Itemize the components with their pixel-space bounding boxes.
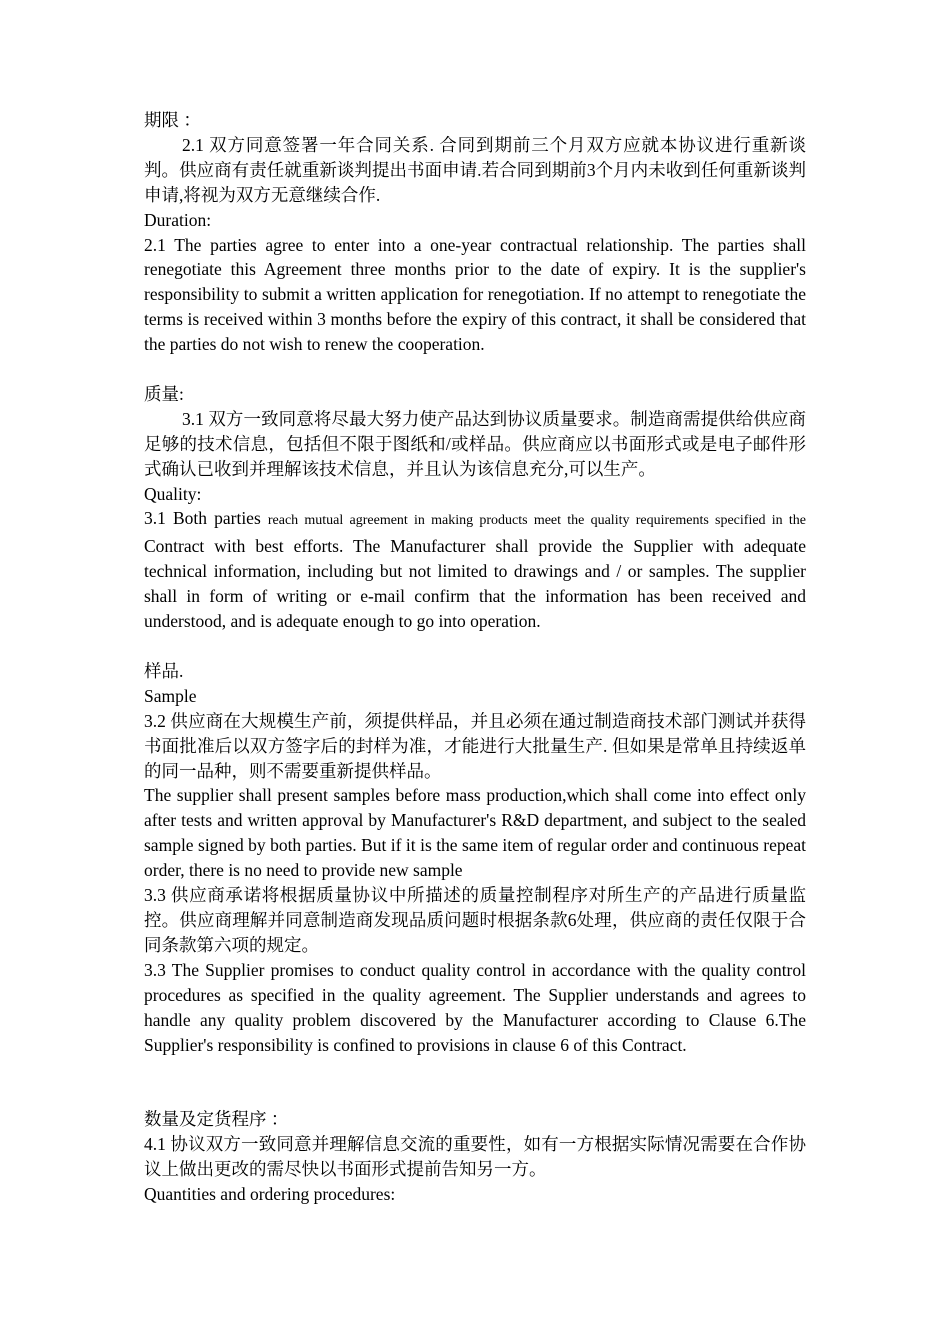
sample-en-heading: Sample xyxy=(144,685,197,706)
clause-3-1-en-part-c: Contract with best efforts. The Manufacturer shall provide the Supplier with adequate technical information, including but not limited to drawings and / or samples. The supplier shall in form of writing or e-mail confirm that the information has been received and understood, and is adequate enough to go into operation. xyxy=(144,536,806,632)
clause-2-1-cn: 2.1 双方同意签署一年合同关系. 合同到期前三个月双方应就本协议进行重新谈判。供应商有责任就重新谈判提出书面申请.若合同到期前3个月内未收到任何重新谈判申请,将视为双方无意继续合作. xyxy=(144,134,806,205)
clause-3-2-en: The supplier shall present samples before mass production,which shall come into effect only after tests and written approval by Manufacturer's R&D department, and subject to the sealed sample signed by both parties. But if it is the same item of regular order and continuous repeat order, there is no need to provide new sample xyxy=(144,785,806,881)
document-page xyxy=(144,108,806,1207)
clause-3-1-en xyxy=(144,506,806,634)
duration-en-heading: Duration: xyxy=(144,209,212,230)
quantities-cn-heading: 数量及定货程序 ： xyxy=(144,1109,289,1130)
sample-cn-heading: 样品. xyxy=(144,660,184,681)
quality-en-heading: Quality: xyxy=(144,483,202,504)
clause-4-1-cn: 4.1 协议双方一致同意并理解信息交流的重要性，如有一方根据实际情况需要在合作协议上做出更改的需尽快以书面形式提前告知另一方。 xyxy=(144,1134,806,1180)
clause-2-1-en: 2.1 The parties agree to enter into a one-year contractual relationship. The parties shall renegotiate this Agreement three months prior to the date of expiry. It is the supplier's responsibility to submit a written application for renegotiation. If no attempt to renegotiate the terms is received within 3 months before the expiry of this contract, it shall be considered that the parties do not wish to renew the cooperation. xyxy=(144,234,806,355)
clause-3-2-cn: 3.2 供应商在大规模生产前，须提供样品，并且必须在通过制造商技术部门测试并获得书面批准后以双方签字后的封样为准，才能进行大批量生产. 但如果是常单且持续返单的同一品种，则不需要重新提供样品。 xyxy=(144,710,806,781)
quantities-en-heading: Quantities and ordering procedures: xyxy=(144,1183,396,1204)
paragraph-spacer xyxy=(144,357,806,382)
paragraph-spacer xyxy=(144,1057,806,1107)
clause-3-1-cn: 3.1 双方一致同意将尽最大努力使产品达到协议质量要求。制造商需提供给供应商足够的技术信息，包括但不限于图纸和/或样品。供应商应以书面形式或是电子邮件形式确认已收到并理解该技术信息，并且认为该信息充分,可以生产。 xyxy=(144,408,806,479)
paragraph-spacer xyxy=(144,634,806,659)
clause-3-3-cn: 3.3 供应商承诺将根据质量协议中所描述的质量控制程序对所生产的产品进行质量监控。供应商理解并同意制造商发现品质问题时根据条款6处理，供应商的责任仅限于合同条款第六项的规定。 xyxy=(144,885,806,955)
quality-cn-heading: 质量: xyxy=(144,383,184,404)
clause-3-3-en: 3.3 The Supplier promises to conduct quality control in accordance with the quality control procedures as specified in the quality agreement. The Supplier understands and agrees to handle any quality problem discovered by the Manufacturer according to Clause 6.The Supplier's responsibility is confined to provisions in clause 6 of this Contract. xyxy=(144,959,806,1055)
duration-cn-heading: 期限 ： xyxy=(144,110,201,130)
clause-3-1-en-part-a: 3.1 Both parties xyxy=(144,508,261,529)
clause-3-1-en-part-b: reach mutual agreement in making products meet the quality requirements specified in the xyxy=(267,513,806,529)
